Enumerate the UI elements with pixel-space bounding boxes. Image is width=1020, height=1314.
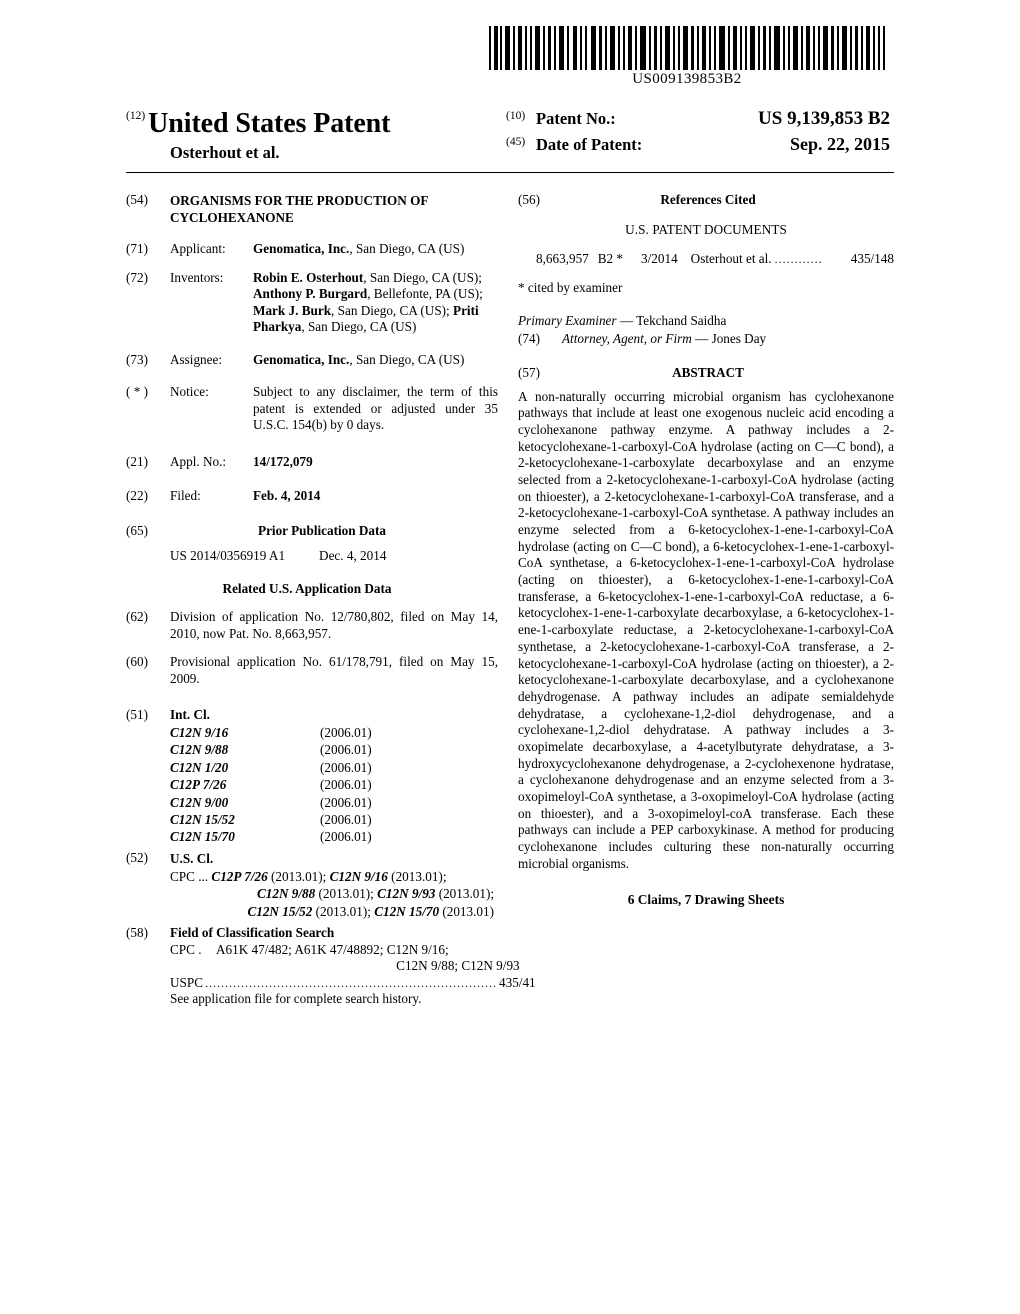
claims-and-sheets-line: 6 Claims, 7 Drawing Sheets — [627, 892, 785, 908]
attorney-value — [562, 331, 894, 348]
patent-no-value: US 9,139,853 B2 — [758, 108, 890, 129]
field-title-text: ORGANISMS FOR THE PRODUCTION OF CYCLOHEXANONE — [170, 193, 428, 226]
field-notice-label: Notice: — [170, 384, 209, 400]
header-right — [506, 108, 894, 155]
inventor-name: Priti Pharkya — [253, 302, 479, 335]
field-notice-text: Subject to any disclaimer, the term of this patent is extended or adjusted under 35 U.S.C. 154(b) by 0 days. — [253, 384, 498, 433]
field-inventors-label: Inventors: — [170, 269, 224, 285]
table-row — [170, 776, 498, 793]
attorney-line — [518, 331, 894, 348]
reference-patent-number: 8,663,957 — [536, 251, 589, 266]
field-division-text: Division of application No. 12/780,802, filed on May 14, 2010, now Pat. No. 8,663,957. — [170, 609, 498, 641]
table-row — [170, 828, 498, 845]
reference-classification: 435/148 — [850, 251, 894, 266]
inventor-name: Robin E. Osterhout — [253, 269, 364, 285]
us-cl-line-3 — [170, 903, 498, 921]
int-cl-version: (2006.01) — [320, 724, 372, 740]
field-assignee — [126, 352, 498, 369]
field-provisional-tag: (60) — [126, 654, 148, 670]
inventor-address: , San Diego, CA (US) — [301, 319, 417, 335]
page-title: United States Patent — [148, 108, 391, 139]
us-cl-code: C12N 15/52 — [247, 904, 313, 920]
us-cl-prefix: CPC ... — [170, 868, 209, 884]
table-row — [170, 794, 498, 811]
us-cl-code: C12N 9/88 — [256, 886, 316, 902]
field-appl-no — [126, 454, 498, 471]
appl-no-text: 14/172,079 — [253, 453, 313, 469]
references-cited-heading: References Cited — [660, 192, 756, 207]
int-cl-code: C12N 9/16 — [170, 724, 229, 740]
inventor-address: , Bellefonte, PA (US); — [367, 286, 483, 302]
primary-examiner-line — [518, 313, 894, 330]
field-applicant — [126, 241, 498, 258]
field-us-cl-tag: (52) — [126, 849, 148, 865]
field-provisional-text: Provisional application No. 61/178,791, filed on May 15, 2009. — [170, 654, 498, 686]
int-cl-heading: Int. Cl. — [170, 707, 210, 723]
int-cl-code: C12N 1/20 — [170, 759, 229, 775]
abstract-text: A non-naturally occurring microbial organism has cyclohexanone pathways that include at least one exogenous nucleic acid encoding a cyclohexanone pathway enzyme. A pathway includes a 2-ketocyclohexane-1-carboxyl-CoA hydrolase (acting on C—C bond), a 2-ketocyclohexane-1-carboxylate decarboxylase and an enzyme selected from a 2-ketocyclohexane-1-carboxyl-CoA hydrolase (acting on thioester), a 2-ketocyclohexane-1-carboxyl-CoA transferase, and a 2-ketocyclohexane-1-carboxyl-CoA synthetase. A pathway includes an enzyme selected from a 6-ketocyclohex-1-ene-1-carboxyl-CoA hydrolase (acting on C—C bond), a 6-ketocyclohex-1-ene-1-carboxyl-CoA synthetase, a 6-ketocyclohex-1-ene-1-carboxyl-CoA hydrolase (acting on thioester), a 6-ketocyclohex-1-ene-1-carboxyl-CoA transferase, a 6-ketocyclohex-1-ene-1-carboxyl-CoA reductase, a 6-ketocyclohex-1-ene-1-carboxylate decarboxylase, a 6-ketocyclohex-1-ene-1-carboxylate reductase, a 2-ketocyclohexane-1-carboxyl-CoA synthetase, a 2-ketocyclohexane-1-carboxyl-CoA transferase, a 2-ketocyclohexane-1-carboxyl-CoA hydrolase (acting on thioester), a 2-ketocyclohexane-1-carboxylate decarboxylase, and a cyclohexanone dehydrogenase. A pathway includes an adipate semialdehyde dehydratase, a cyclohexane-1,2-diol dehydrogenase, and a cyclohexane-1,2-diol dehydratase. A pathway includes a 3-oxopimelate decarboxylase, a 4-acetylbutyrate dehydratase, a 3-hydroxycyclohexanone dehydrogenase, a 2-cyclohexenone hydratase, a cyclohexanone dehydrogenase and an enzyme selected from a 3-oxopimeloyl-CoA synthetase, a 3-oxopimeloyl-CoA hydrolase (acting on thioester), and a 3-oxopimeloyl-coA transferase. Each these pathways can include a PEP carboxykinase. A method for producing cyclohexanone includes culturing these non-naturally occurring microbial organisms. — [518, 388, 894, 871]
prior-pub-date: Dec. 4, 2014 — [319, 548, 387, 564]
int-cl-table — [170, 724, 498, 846]
us-cl-code: C12N 9/93 — [377, 886, 436, 902]
us-cl-code: C12N 15/70 — [374, 904, 440, 920]
field-us-cl-body — [170, 850, 498, 921]
inventor-name: Anthony P. Burgard — [253, 286, 368, 302]
int-cl-version: (2006.01) — [320, 794, 372, 810]
us-patent-documents-subheading: U.S. PATENT DOCUMENTS — [625, 221, 787, 237]
field-title — [126, 192, 498, 226]
barcode-icon — [487, 26, 887, 70]
patent-number-row — [506, 108, 894, 130]
abstract-header — [518, 365, 894, 382]
field-division-tag: (62) — [126, 609, 148, 625]
reference-assignee: Osterhout et al. — [690, 251, 772, 266]
classification-cpc-line-2: C12N 9/88; C12N 9/93 — [396, 958, 520, 974]
us-cl-ver: (2013.01); — [312, 904, 375, 920]
primary-examiner-dash: — — [616, 313, 637, 328]
table-row — [170, 741, 498, 758]
primary-examiner-label: Primary Examiner — [518, 313, 617, 328]
doc-kind-code: (12) — [126, 109, 146, 122]
field-prior-pub-tag: (65) — [126, 522, 148, 538]
int-cl-code: C12P 7/26 — [170, 777, 227, 793]
assignee-address: , San Diego, CA (US) — [349, 351, 465, 367]
filed-date-text: Feb. 4, 2014 — [253, 488, 321, 504]
us-cl-ver: (2013.01) — [439, 904, 494, 920]
patent-date-code: (45) — [506, 136, 526, 148]
abstract-heading: ABSTRACT — [672, 365, 744, 380]
field-appl-no-value — [253, 454, 498, 471]
int-cl-version: (2006.01) — [320, 742, 372, 758]
field-int-cl-tag: (51) — [126, 707, 148, 723]
field-applicant-tag: (71) — [126, 241, 148, 257]
barcode-number: US009139853B2 — [632, 71, 742, 87]
table-row — [170, 724, 498, 741]
field-filed-label: Filed: — [170, 488, 201, 504]
reference-leader-dots: ............ — [774, 252, 823, 266]
related-app-heading: Related U.S. Application Data — [222, 580, 392, 596]
applicant-address: , San Diego, CA (US) — [349, 241, 465, 257]
reference-date: 3/2014 — [641, 251, 678, 266]
patent-no-label: Patent No.: — [536, 109, 616, 128]
assignee-name: Genomatica, Inc. — [253, 351, 350, 367]
us-cl-code: C12N 9/16 — [329, 868, 388, 884]
classification-cpc-row — [170, 942, 536, 959]
field-provisional — [126, 654, 498, 687]
cited-by-examiner-note: * cited by examiner — [518, 279, 623, 295]
right-column — [518, 192, 894, 909]
field-assignee-value — [253, 352, 498, 369]
us-cl-heading: U.S. Cl. — [170, 850, 214, 866]
primary-examiner-name: Tekchand Saidha — [636, 313, 727, 328]
field-filed-value — [253, 488, 498, 505]
abstract-tag: (57) — [518, 365, 540, 380]
field-inventors-tag: (72) — [126, 269, 148, 285]
patent-date-label: Date of Patent: — [536, 135, 643, 154]
patent-header — [126, 108, 894, 163]
inventor-address: , San Diego, CA (US); — [331, 302, 454, 318]
prior-publication-heading: Prior Publication Data — [258, 522, 386, 538]
references-cited-header — [518, 192, 894, 209]
field-notice-tag: ( * ) — [126, 384, 148, 400]
field-title-tag: (54) — [126, 192, 148, 207]
field-prior-pub — [126, 523, 498, 540]
int-cl-version: (2006.01) — [320, 759, 372, 775]
field-classification-search-tag: (58) — [126, 925, 148, 941]
field-int-cl — [126, 707, 498, 845]
field-us-cl — [126, 850, 498, 921]
us-cl-ver: (2013.01); — [435, 886, 494, 902]
header-left — [126, 108, 506, 163]
classification-cpc-line-1: A61K 47/482; A61K 47/48892; C12N 9/16; — [216, 941, 449, 957]
field-applicant-value — [253, 241, 498, 258]
field-classification-search-body — [170, 925, 536, 1008]
prior-pub-row — [126, 548, 498, 565]
field-appl-no-label: Appl. No.: — [170, 453, 227, 469]
uspc-key: USPC — [170, 974, 203, 990]
table-row — [170, 811, 498, 828]
patent-no-code: (10) — [506, 110, 526, 122]
attorney-label: Attorney, Agent, or Firm — [562, 330, 692, 346]
us-cl-ver: (2013.01); — [315, 886, 378, 902]
us-cl-line-2 — [170, 885, 498, 903]
field-filed — [126, 488, 498, 505]
classification-search-heading: Field of Classification Search — [170, 925, 335, 941]
applicant-name: Genomatica, Inc. — [253, 241, 350, 257]
classification-cpc-key: CPC . — [170, 941, 202, 957]
int-cl-version: (2006.01) — [320, 829, 372, 845]
prior-pub-number: US 2014/0356919 A1 — [170, 548, 286, 564]
barcode-block — [487, 26, 887, 88]
attorney-dash: — — [691, 330, 712, 346]
attorney-firm-name: Jones Day — [711, 330, 767, 346]
field-assignee-label: Assignee: — [170, 351, 223, 367]
field-filed-tag: (22) — [126, 488, 148, 504]
us-cl-ver: (2013.01); — [387, 868, 447, 884]
table-row — [518, 251, 894, 268]
see-application-note: See application file for complete search history. — [170, 991, 422, 1007]
us-cl-line-1 — [170, 868, 498, 886]
field-assignee-tag: (73) — [126, 351, 148, 367]
header-divider — [126, 172, 894, 173]
int-cl-code: C12N 9/00 — [170, 794, 229, 810]
inventor-short-name: Osterhout et al. — [170, 143, 280, 162]
int-cl-version: (2006.01) — [320, 811, 372, 827]
int-cl-code: C12N 9/88 — [170, 742, 229, 758]
left-column — [126, 192, 536, 1020]
references-cited-tag: (56) — [518, 192, 540, 207]
reference-kind-code: B2 * — [597, 251, 624, 266]
int-cl-code: C12N 15/52 — [170, 811, 235, 827]
uspc-row — [170, 975, 536, 992]
field-notice — [126, 384, 498, 434]
patent-date-value: Sep. 22, 2015 — [789, 134, 890, 154]
uspc-value: 435/41 — [499, 974, 536, 990]
attorney-tag: (74) — [518, 330, 540, 346]
field-int-cl-body — [170, 707, 498, 845]
field-division — [126, 609, 498, 642]
field-appl-no-tag: (21) — [126, 453, 148, 469]
table-row — [170, 759, 498, 776]
uspc-leader-dots: ......................................................................... — [205, 975, 497, 990]
field-applicant-label: Applicant: — [170, 241, 226, 257]
field-inventors-value — [253, 270, 498, 336]
inventor-name: Mark J. Burk — [253, 302, 332, 318]
patent-date-row — [506, 134, 894, 155]
int-cl-version: (2006.01) — [320, 777, 372, 793]
field-classification-search — [126, 925, 536, 1008]
inventor-address: , San Diego, CA (US); — [363, 269, 482, 285]
us-cl-code: C12P 7/26 — [211, 868, 268, 884]
us-cl-ver: (2013.01); — [267, 868, 330, 884]
field-inventors — [126, 270, 498, 336]
int-cl-code: C12N 15/70 — [170, 829, 235, 845]
